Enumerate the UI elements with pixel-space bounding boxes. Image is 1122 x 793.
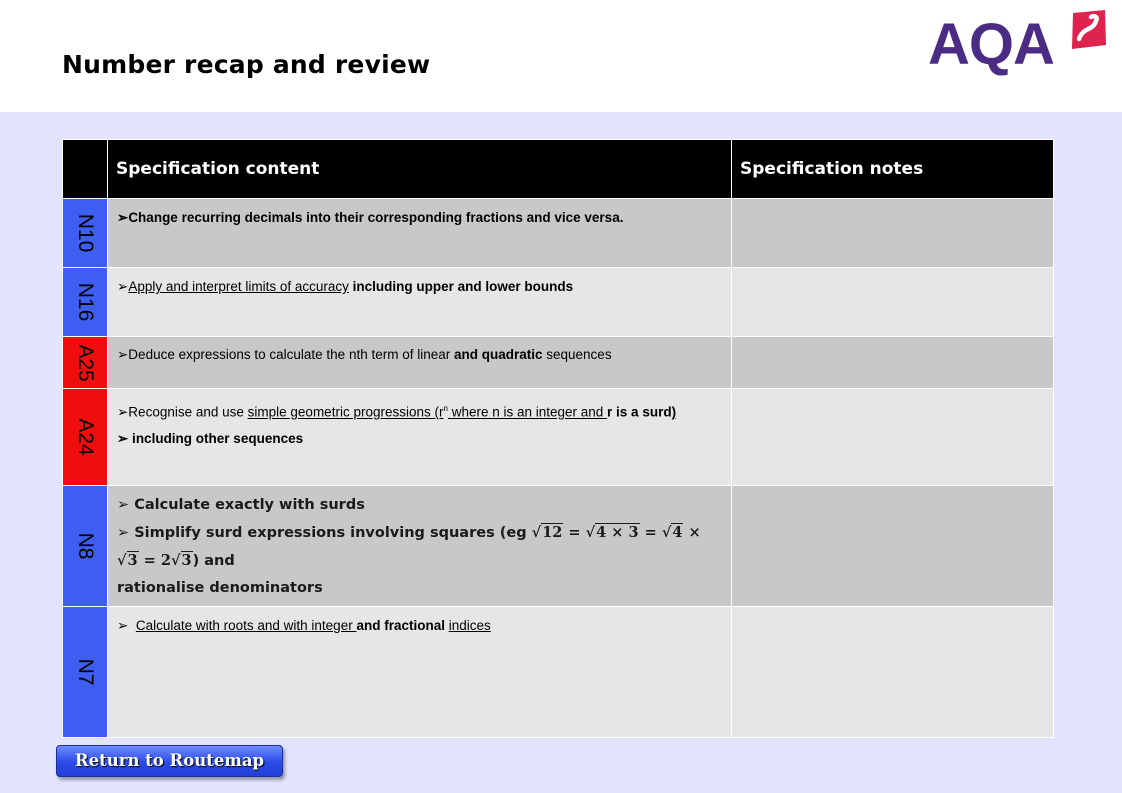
aqa-logo-mark-icon [1069, 9, 1109, 51]
header-specification-notes: Specification notes [732, 140, 1054, 199]
row-code-cell [63, 486, 108, 607]
radicand: 4 [672, 524, 683, 541]
bullet-arrow: ➢ [117, 618, 136, 633]
row-content-cell [108, 389, 732, 486]
math-expression: √12 = √4 × 3 = √4 × √3 = 2√3 [117, 524, 701, 569]
table-row-n8 [63, 486, 1054, 607]
content-text-bold: and fractional [356, 618, 445, 633]
content-line: ➢ Calculate exactly with surds [117, 497, 365, 513]
content-text-underlined: where n is an integer and [447, 404, 608, 420]
content-text: ➢Deduce expressions to calculate the nth term of linear [117, 347, 454, 362]
content-text-underlined: simple geometric progressions (r [247, 404, 444, 420]
table-row-n16 [63, 268, 1054, 337]
row-content-cell [108, 199, 732, 268]
row-code-cell [63, 607, 108, 738]
row-notes-cell [732, 337, 1054, 389]
table-header-row [63, 140, 1054, 199]
superscript: n [443, 404, 448, 413]
row-code: N8 [74, 532, 97, 560]
row-code: N7 [74, 658, 97, 686]
row-code-cell [63, 337, 108, 389]
row-code-cell [63, 389, 108, 486]
row-notes-cell [732, 268, 1054, 337]
row-code-cell [63, 199, 108, 268]
content-text: ➢Recognise and use [117, 404, 248, 420]
content-text: Change recurring decimals into their corresponding fractions and vice versa. [128, 210, 624, 225]
radicand: 3 [127, 552, 138, 569]
content-text-bold-underlined: ) [671, 404, 677, 420]
table-row-a24 [63, 389, 1054, 486]
table-row-a25 [63, 337, 1054, 389]
bullet-arrow: ➢ [117, 210, 129, 225]
table-row-n7 [63, 607, 1054, 738]
row-content-cell [108, 607, 732, 738]
content-text: sequences [542, 347, 612, 362]
row-content-cell [108, 486, 732, 607]
content-line: rationalise denominators [117, 580, 323, 596]
coefficient: 2 [160, 552, 171, 569]
page-header [0, 0, 1122, 112]
radicand: 4 × 3 [596, 524, 639, 541]
radicand: 3 [181, 552, 192, 569]
content-text: ➢ Simplify surd expressions involving squares (eg [117, 525, 532, 541]
aqa-logo-text: AQA [928, 12, 1054, 77]
row-code: N16 [74, 282, 97, 322]
content-text-underlined: indices [448, 618, 491, 633]
table-row-n10 [63, 199, 1054, 268]
row-code: N10 [74, 213, 97, 253]
row-notes-cell [732, 389, 1054, 486]
content-line-surd-example [117, 519, 723, 575]
row-notes-cell [732, 199, 1054, 268]
content-text-underlined: Apply and interpret limits of accuracy [128, 279, 349, 294]
content-text-bold: r is a surd [607, 404, 672, 420]
row-code: A25 [74, 343, 97, 382]
header-specification-content: Specification content [108, 140, 732, 199]
row-content-cell [108, 337, 732, 389]
content-line: ➢ including other sequences [117, 430, 304, 446]
content-text-underlined: Calculate with roots and with integer [135, 618, 357, 633]
header-code-column [63, 140, 108, 199]
row-code: A24 [74, 418, 97, 456]
page-title: Number recap and review [62, 50, 431, 79]
row-notes-cell [732, 486, 1054, 607]
content-text: ) and [192, 553, 235, 569]
row-code-cell [63, 268, 108, 337]
return-to-routemap-button[interactable]: Return to Routemap [56, 745, 283, 777]
row-content-cell [108, 268, 732, 337]
content-text-bold: and quadratic [454, 347, 543, 362]
radicand: 12 [542, 524, 563, 541]
row-notes-cell [732, 607, 1054, 738]
aqa-logo [928, 8, 1112, 76]
specification-table [62, 139, 1054, 738]
content-text-bold: including upper and lower bounds [348, 279, 574, 294]
bullet-arrow: ➢ [117, 279, 129, 294]
